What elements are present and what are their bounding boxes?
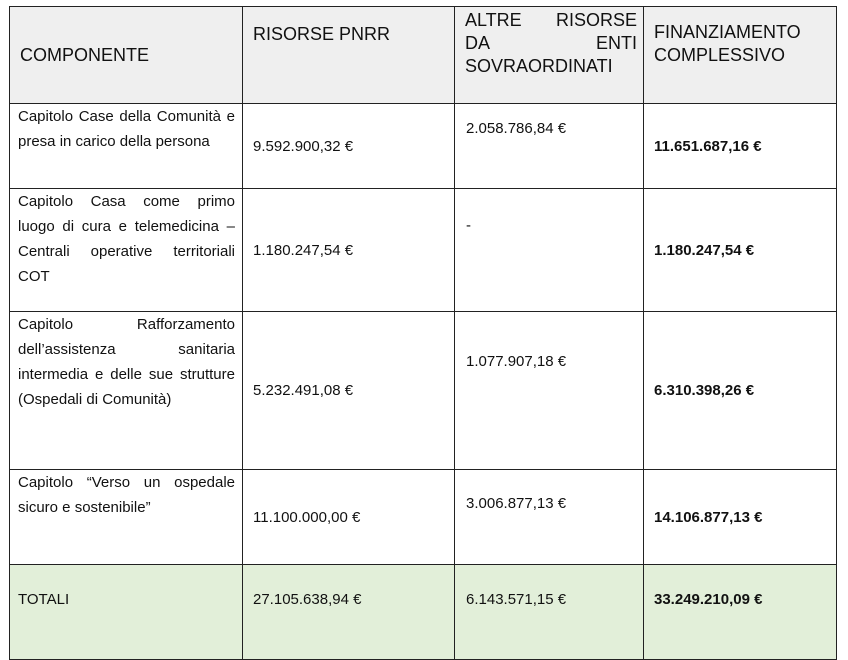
totals-row: [10, 565, 837, 660]
header-row: [10, 7, 837, 104]
table-row: [10, 312, 837, 470]
row-other: -: [455, 189, 644, 312]
row-other: 3.006.877,13 €: [455, 470, 644, 565]
totals-label: TOTALI: [10, 565, 243, 660]
row-pnrr: 9.592.900,32 €: [243, 104, 455, 189]
header-component: COMPONENTE: [10, 7, 243, 104]
row-pnrr: 1.180.247,54 €: [243, 189, 455, 312]
table-row: [10, 470, 837, 565]
row-component: Capitolo Rafforzamento dell’assistenza sanitaria intermedia e delle sue strutture (Ospedali di Comunità): [10, 312, 243, 470]
row-pnrr: 11.100.000,00 €: [243, 470, 455, 565]
row-total: 14.106.877,13 €: [644, 470, 837, 565]
header-other-resources: ALTRE RISORSE DA ENTI SOVRAORDINATI: [455, 7, 644, 104]
totals-other: 6.143.571,15 €: [455, 565, 644, 660]
row-component: Capitolo “Verso un ospedale sicuro e sostenibile”: [10, 470, 243, 565]
row-total: 11.651.687,16 €: [644, 104, 837, 189]
row-component: Capitolo Case della Comunità e presa in carico della persona: [10, 104, 243, 189]
row-pnrr: 5.232.491,08 €: [243, 312, 455, 470]
row-component: Capitolo Casa come primo luogo di cura e telemedicina – Centrali operative territoriali COT: [10, 189, 243, 312]
header-pnrr: RISORSE PNRR: [243, 7, 455, 104]
table-row: [10, 189, 837, 312]
row-other: 1.077.907,18 €: [455, 312, 644, 470]
row-other: 2.058.786,84 €: [455, 104, 644, 189]
totals-funding: 33.249.210,09 €: [644, 565, 837, 660]
table-row: [10, 104, 837, 189]
totals-pnrr: 27.105.638,94 €: [243, 565, 455, 660]
row-total: 1.180.247,54 €: [644, 189, 837, 312]
funding-table: [9, 6, 837, 660]
row-total: 6.310.398,26 €: [644, 312, 837, 470]
header-total-funding: FINANZIAMENTO COMPLESSIVO: [644, 7, 837, 104]
